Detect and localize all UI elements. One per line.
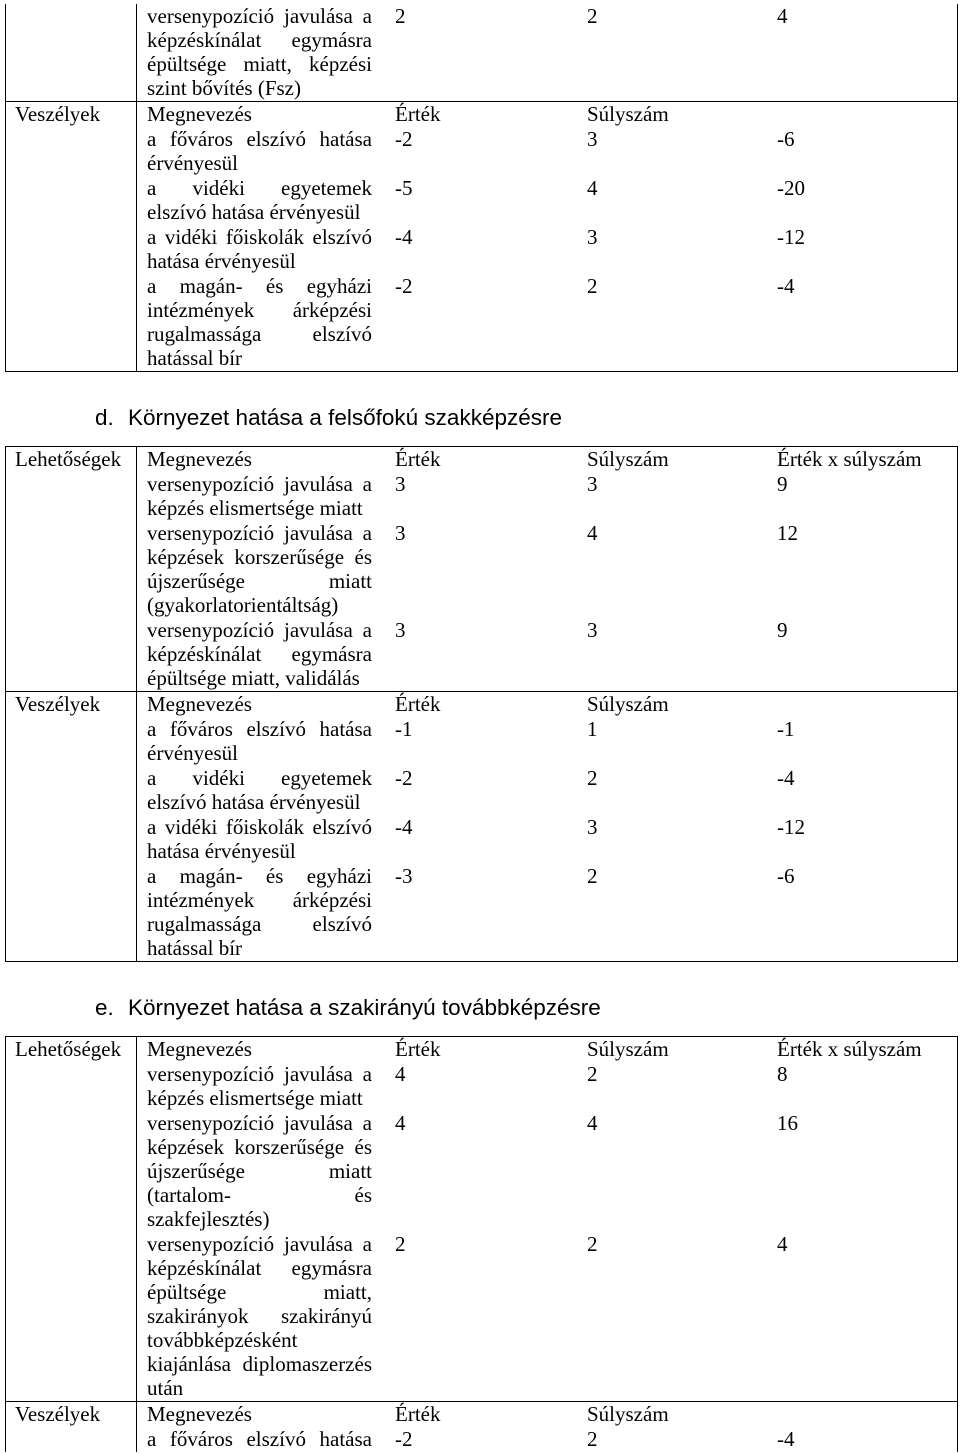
- value-ertek: 3: [395, 618, 406, 642]
- header-row: [6, 691, 957, 717]
- heading-text: Környezet hatása a felsőfokú szakképzésre: [128, 405, 562, 430]
- megnevezes-line: képzéskínálat egymásra: [147, 28, 372, 52]
- column-header-sulyszam: Súlyszám: [587, 692, 669, 716]
- value-ertek-x-sulyszam: 12: [777, 521, 798, 545]
- section-label: Veszélyek: [6, 692, 137, 717]
- swot-table: [5, 1036, 958, 1452]
- value-sulyszam: 4: [587, 176, 598, 200]
- value-ertek-x-sulyszam: -4: [777, 766, 795, 790]
- value-ertek: -1: [395, 717, 413, 741]
- megnevezes-line: versenypozíció javulása a: [147, 521, 372, 545]
- value-ertek: 2: [395, 1232, 406, 1256]
- row-label-cell: [6, 815, 137, 864]
- value-ertek: -4: [395, 815, 413, 839]
- megnevezes-line: épültsége miatt,: [147, 1280, 372, 1304]
- empty-cell: [767, 692, 957, 717]
- header-row: [6, 1037, 957, 1062]
- column-header-megnevezes: Megnevezés: [147, 447, 252, 471]
- table-row: [6, 225, 957, 274]
- row-label-cell: [6, 225, 137, 274]
- megnevezes-line: (gyakorlatorientáltság): [147, 593, 339, 617]
- value-ertek-x-sulyszam: -6: [777, 864, 795, 888]
- section-label: Lehetőségek: [6, 447, 137, 472]
- megnevezes-line: hatása érvényesül: [147, 249, 296, 273]
- value-sulyszam: 4: [587, 1111, 598, 1135]
- item-megnevezes: [137, 274, 385, 371]
- table-row: [6, 618, 957, 691]
- megnevezes-line: versenypozíció javulása a: [147, 472, 372, 496]
- heading-number: e.: [95, 995, 114, 1020]
- value-sulyszam: 2: [587, 1232, 598, 1256]
- megnevezes-line: érvényesül: [147, 151, 238, 175]
- value-ertek-x-sulyszam: 9: [777, 618, 788, 642]
- row-label-cell: [6, 1232, 137, 1401]
- megnevezes-line: a főváros elszívó hatása: [147, 1427, 372, 1451]
- section-heading: [0, 994, 960, 1022]
- megnevezes-line: hatással bír: [147, 346, 243, 370]
- row-label-cell: [6, 1111, 137, 1232]
- megnevezes-line: intézmények árképzési: [147, 298, 372, 322]
- megnevezes-line: képzés elismertsége miatt: [147, 1086, 363, 1110]
- value-ertek: -5: [395, 176, 413, 200]
- megnevezes-line: versenypozíció javulása a: [147, 4, 372, 28]
- row-label-cell: [6, 521, 137, 618]
- value-sulyszam: 3: [587, 815, 598, 839]
- row-label-cell: [6, 1062, 137, 1111]
- value-ertek-x-sulyszam: 9: [777, 472, 788, 496]
- item-megnevezes: [137, 225, 385, 274]
- value-ertek: -2: [395, 766, 413, 790]
- item-megnevezes: [137, 766, 385, 815]
- value-ertek-x-sulyszam: 4: [777, 1232, 788, 1256]
- row-label-cell: [6, 274, 137, 371]
- column-header-ertek: Érték: [395, 1402, 441, 1426]
- value-sulyszam: 2: [587, 1427, 598, 1451]
- column-header-megnevezes: Megnevezés: [147, 1037, 252, 1061]
- megnevezes-line: rugalmassága elszívó: [147, 912, 372, 936]
- empty-cell: [767, 102, 957, 127]
- item-megnevezes: [137, 717, 385, 766]
- column-header-ertek: Érték: [395, 447, 441, 471]
- table-row: [6, 1232, 957, 1401]
- value-sulyszam: 2: [587, 4, 598, 28]
- value-ertek: -2: [395, 274, 413, 298]
- section-label: Veszélyek: [6, 1402, 137, 1427]
- table-row: [6, 1427, 957, 1452]
- row-label-cell: [6, 176, 137, 225]
- column-header-megnevezes: Megnevezés: [147, 1402, 252, 1426]
- megnevezes-line: képzéskínálat egymásra: [147, 1256, 372, 1280]
- value-sulyszam: 4: [587, 521, 598, 545]
- value-ertek-x-sulyszam: -12: [777, 225, 805, 249]
- megnevezes-line: versenypozíció javulása a: [147, 1111, 372, 1135]
- value-sulyszam: 2: [587, 766, 598, 790]
- value-ertek-x-sulyszam: -6: [777, 127, 795, 151]
- megnevezes-line: versenypozíció javulása a: [147, 1232, 372, 1256]
- megnevezes-line: (tartalom- és: [147, 1183, 372, 1207]
- megnevezes-line: képzéskínálat egymásra: [147, 642, 372, 666]
- megnevezes-line: hatása érvényesül: [147, 839, 296, 863]
- row-label-cell: [6, 717, 137, 766]
- row-label-cell: [6, 4, 137, 101]
- item-megnevezes: [137, 1111, 385, 1232]
- value-ertek: -2: [395, 1427, 413, 1451]
- column-header-megnevezes: Megnevezés: [147, 692, 252, 716]
- value-ertek-x-sulyszam: 4: [777, 4, 788, 28]
- megnevezes-line: a magán- és egyházi: [147, 864, 372, 888]
- row-label-cell: [6, 864, 137, 961]
- megnevezes-line: versenypozíció javulása a: [147, 1062, 372, 1086]
- value-sulyszam: 2: [587, 274, 598, 298]
- item-megnevezes: [137, 127, 385, 176]
- value-ertek: -2: [395, 127, 413, 151]
- megnevezes-line: a vidéki főiskolák elszívó: [147, 815, 372, 839]
- megnevezes-line: intézmények árképzési: [147, 888, 372, 912]
- item-megnevezes: [137, 1062, 385, 1111]
- item-megnevezes: [137, 4, 385, 101]
- column-header-sulyszam: Súlyszám: [587, 102, 669, 126]
- value-sulyszam: 3: [587, 472, 598, 496]
- table-row: [6, 717, 957, 766]
- heading-number: d.: [95, 405, 114, 430]
- megnevezes-line: képzések korszerűsége és: [147, 545, 372, 569]
- item-megnevezes: [137, 864, 385, 961]
- value-ertek-x-sulyszam: 16: [777, 1111, 798, 1135]
- table-row: [6, 766, 957, 815]
- table-row: [6, 176, 957, 225]
- megnevezes-line: elszívó hatása érvényesül: [147, 200, 361, 224]
- megnevezes-line: elszívó hatása érvényesül: [147, 790, 361, 814]
- megnevezes-line: épültsége miatt, validálás: [147, 666, 360, 690]
- megnevezes-line: a főváros elszívó hatása: [147, 717, 372, 741]
- item-megnevezes: [137, 472, 385, 521]
- row-label-cell: [6, 618, 137, 691]
- item-megnevezes: [137, 815, 385, 864]
- value-ertek: 2: [395, 4, 406, 28]
- swot-table: [5, 446, 958, 962]
- megnevezes-line: hatással bír: [147, 936, 243, 960]
- header-row: [6, 101, 957, 127]
- megnevezes-line: a magán- és egyházi: [147, 274, 372, 298]
- value-ertek: -4: [395, 225, 413, 249]
- table-row: [6, 472, 957, 521]
- value-ertek: 3: [395, 472, 406, 496]
- item-megnevezes: [137, 176, 385, 225]
- item-megnevezes: [137, 1427, 385, 1452]
- header-row: [6, 1401, 957, 1427]
- value-sulyszam: 1: [587, 717, 598, 741]
- value-sulyszam: 3: [587, 127, 598, 151]
- megnevezes-line: a vidéki főiskolák elszívó: [147, 225, 372, 249]
- megnevezes-line: épültsége miatt, képzési: [147, 52, 372, 76]
- value-ertek-x-sulyszam: -4: [777, 274, 795, 298]
- row-label-cell: [6, 1427, 137, 1452]
- table-row: [6, 4, 957, 101]
- megnevezes-line: a vidéki egyetemek: [147, 766, 372, 790]
- megnevezes-line: szakfejlesztés): [147, 1207, 270, 1231]
- value-ertek: 3: [395, 521, 406, 545]
- table-row: [6, 127, 957, 176]
- header-row: [6, 447, 957, 472]
- value-ertek-x-sulyszam: -1: [777, 717, 795, 741]
- section-label: Veszélyek: [6, 102, 137, 127]
- swot-table: [5, 4, 958, 372]
- column-header-ertek-x-sulyszam: Érték x súlyszám: [777, 1037, 922, 1061]
- value-sulyszam: 3: [587, 225, 598, 249]
- item-megnevezes: [137, 1232, 385, 1401]
- item-megnevezes: [137, 521, 385, 618]
- table-row: [6, 1111, 957, 1232]
- megnevezes-line: továbbképzésként: [147, 1328, 298, 1352]
- value-sulyszam: 2: [587, 864, 598, 888]
- megnevezes-line: szint bővítés (Fsz): [147, 76, 301, 100]
- megnevezes-line: a főváros elszívó hatása: [147, 127, 372, 151]
- megnevezes-line: rugalmassága elszívó: [147, 322, 372, 346]
- value-ertek: 4: [395, 1111, 406, 1135]
- section-label: Lehetőségek: [6, 1037, 137, 1062]
- value-sulyszam: 2: [587, 1062, 598, 1086]
- table-row: [6, 521, 957, 618]
- item-megnevezes: [137, 618, 385, 691]
- megnevezes-line: érvényesül: [147, 741, 238, 765]
- table-row: [6, 274, 957, 371]
- column-header-megnevezes: Megnevezés: [147, 102, 252, 126]
- value-ertek-x-sulyszam: -12: [777, 815, 805, 839]
- megnevezes-line: versenypozíció javulása a: [147, 618, 372, 642]
- column-header-sulyszam: Súlyszám: [587, 447, 669, 471]
- value-ertek: -3: [395, 864, 413, 888]
- megnevezes-line: újszerűsége miatt: [147, 1159, 372, 1183]
- value-ertek: 4: [395, 1062, 406, 1086]
- section-heading: [0, 404, 960, 432]
- row-label-cell: [6, 472, 137, 521]
- megnevezes-line: képzés elismertsége miatt: [147, 496, 363, 520]
- value-sulyszam: 3: [587, 618, 598, 642]
- empty-cell: [767, 1402, 957, 1427]
- megnevezes-line: képzések korszerűsége és: [147, 1135, 372, 1159]
- table-row: [6, 815, 957, 864]
- value-ertek-x-sulyszam: -20: [777, 176, 805, 200]
- table-row: [6, 1062, 957, 1111]
- megnevezes-line: a vidéki egyetemek: [147, 176, 372, 200]
- column-header-ertek: Érték: [395, 102, 441, 126]
- column-header-sulyszam: Súlyszám: [587, 1402, 669, 1426]
- column-header-sulyszam: Súlyszám: [587, 1037, 669, 1061]
- table-row: [6, 864, 957, 961]
- column-header-ertek-x-sulyszam: Érték x súlyszám: [777, 447, 922, 471]
- megnevezes-line: szakirányok szakirányú: [147, 1304, 372, 1328]
- megnevezes-line: után: [147, 1376, 184, 1400]
- row-label-cell: [6, 766, 137, 815]
- megnevezes-line: kiajánlása diplomaszerzés: [147, 1352, 372, 1376]
- value-ertek-x-sulyszam: -4: [777, 1427, 795, 1451]
- column-header-ertek: Érték: [395, 692, 441, 716]
- column-header-ertek: Érték: [395, 1037, 441, 1061]
- value-ertek-x-sulyszam: 8: [777, 1062, 788, 1086]
- megnevezes-line: újszerűsége miatt: [147, 569, 372, 593]
- row-label-cell: [6, 127, 137, 176]
- heading-text: Környezet hatása a szakirányú továbbképzésre: [128, 995, 601, 1020]
